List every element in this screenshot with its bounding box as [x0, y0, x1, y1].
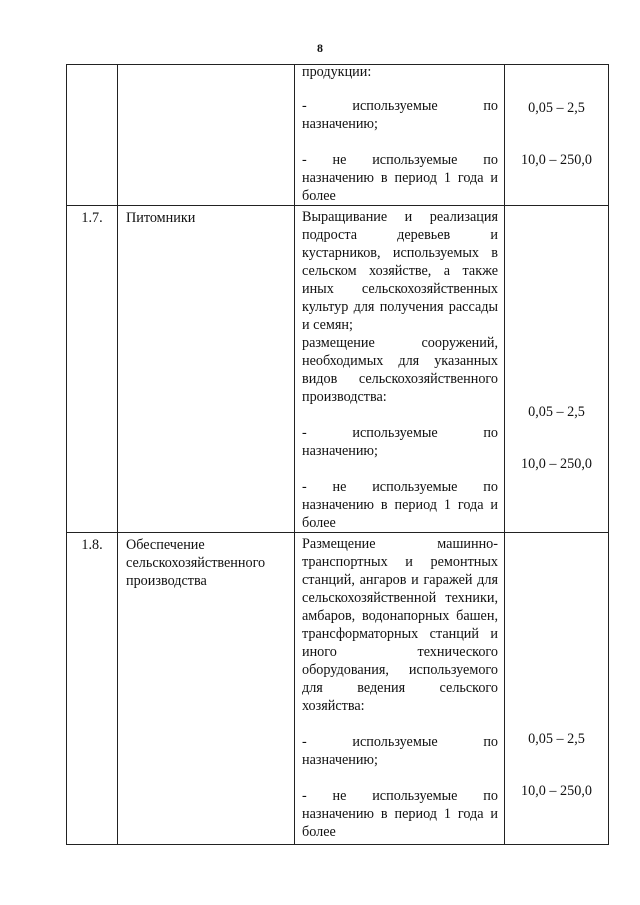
value-used: 0,05 – 2,5: [528, 404, 585, 420]
row-name-cell: [118, 65, 295, 206]
unused-option-rest: назначению в период 1 года и более: [302, 806, 498, 840]
table-row: [67, 65, 609, 206]
value-used: 0,05 – 2,5: [528, 731, 585, 747]
value-used: 0,05 – 2,5: [528, 100, 585, 116]
row-description-cell: [295, 206, 505, 533]
unused-option-rest: назначению в период 1 года и более: [302, 497, 498, 531]
row-description-cell: [295, 65, 505, 206]
description-intro-2: размещение сооружений, необходимых для указанных видов сельскохозяйственного производства:: [302, 335, 498, 405]
page-number: 8: [317, 41, 323, 55]
table-row: [67, 533, 609, 845]
used-option-line: - используемые по: [302, 425, 498, 441]
unused-option-line: - не используемые по: [302, 788, 498, 804]
used-option-line: - используемые по: [302, 734, 498, 750]
used-option-rest: назначению;: [302, 443, 378, 459]
row-number-cell: [67, 65, 118, 206]
description-intro: Выращивание и реализация подроста деревьев и кустарников, используемых в сельском хозяйстве, а также иных сельскохозяйственных культур для получения рассады и семян;: [302, 209, 498, 333]
value-unused: 10,0 – 250,0: [521, 456, 592, 472]
value-unused: 10,0 – 250,0: [521, 152, 592, 168]
unused-option-rest: назначению в период 1 года и более: [302, 170, 498, 204]
row-value-cell: [505, 65, 609, 206]
row-description-cell: [295, 533, 505, 845]
land-use-table: [66, 64, 609, 845]
description-intro: Размещение машинно-транспортных и ремонтных станций, ангаров и гаражей для сельскохозяйственной техники, амбаров, водонапорных башен, трансформаторных станций и иного технического оборудования, используемого для ведения сельского хозяйства:: [302, 536, 498, 714]
unused-option-line: - не используемые по: [302, 479, 498, 495]
row-value-cell: [505, 206, 609, 533]
row-name-cell: Обеспечение сельскохозяйственного производства: [118, 533, 295, 845]
value-unused: 10,0 – 250,0: [521, 783, 592, 799]
row-name-cell: Питомники: [118, 206, 295, 533]
used-option-rest: назначению;: [302, 116, 378, 132]
description-intro: продукции:: [302, 64, 372, 80]
used-option-line: - используемые по: [302, 98, 498, 114]
row-number-cell: 1.7.: [67, 206, 118, 533]
unused-option-line: - не используемые по: [302, 152, 498, 168]
row-number-cell: 1.8.: [67, 533, 118, 845]
row-value-cell: [505, 533, 609, 845]
table-row: [67, 206, 609, 533]
used-option-rest: назначению;: [302, 752, 378, 768]
